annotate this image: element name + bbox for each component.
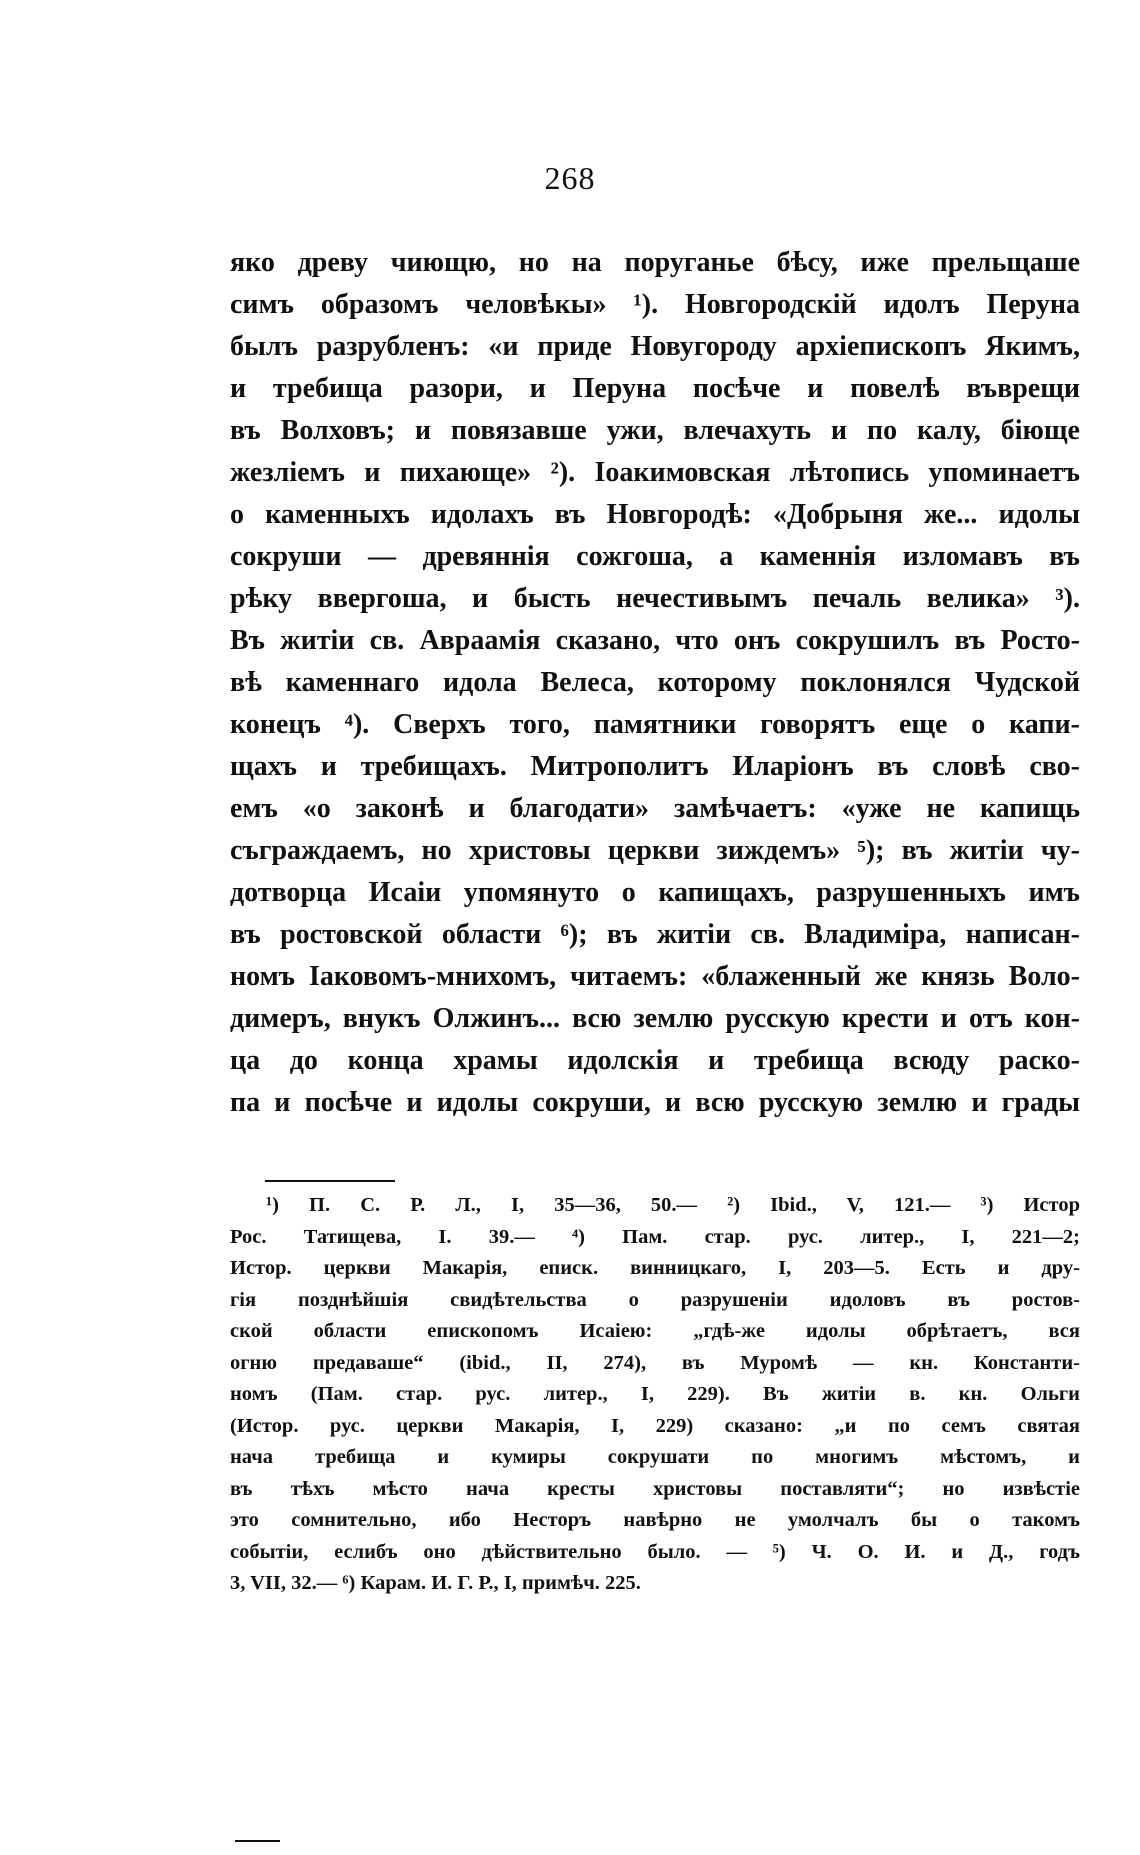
body-line: димеръ, внукъ Олжинъ... всю землю русскую крести и отъ кон- <box>230 1003 1080 1034</box>
body-line: о каменныхъ идолахъ въ Новгородѣ: «Добрыня же... идолы <box>230 499 1080 530</box>
page-number: 268 <box>544 160 596 196</box>
body-line: и требища разори, и Перуна посѣче и повелѣ въврещи <box>230 373 1080 404</box>
body-line: номъ Іаковомъ-мнихомъ, читаемъ: «блаженный же князь Воло- <box>230 961 1080 992</box>
footnote-line: ской области епископомъ Исаіею: „гдѣ-же идолы обрѣтаетъ, вся <box>230 1320 1080 1342</box>
footnote-line: (Истор. рус. церкви Макарія, I, 229) сказано: „и по семъ святая <box>230 1414 1080 1437</box>
footnote-line: Рос. Татищева, I. 39.— ⁴) Пам. стар. рус. литер., I, 221—2; <box>230 1225 1080 1248</box>
body-line: па и посѣче и идолы сокруши, и всю русскую землю и грады <box>230 1087 1080 1118</box>
footnote-line: ¹) П. С. Р. Л., I, 35—36, 50.— ²) Ibid., V, 121.— ³) Истор <box>266 1194 1080 1216</box>
footnote-line: гія позднѣйшія свидѣтельства о разрушеніи идоловъ въ ростов- <box>230 1288 1080 1311</box>
body-line: яко древу чиющю, но на поруганье бѣсу, иже прельщаше <box>230 247 1080 278</box>
body-line: сокруши — древяннія сожгоша, а каменнія изломавъ въ <box>230 541 1080 572</box>
body-line: въ ростовской области ⁶); въ житіи св. Владиміра, написан- <box>230 919 1080 950</box>
footnote-line: номъ (Пам. стар. рус. литер., I, 229). Въ житіи в. кн. Ольги <box>230 1383 1080 1405</box>
body-line: жезліемъ и пихающе» ²). Іоакимовская лѣтопись упоминаетъ <box>230 457 1080 488</box>
body-line: конецъ ⁴). Сверхъ того, памятники говорятъ еще о капи- <box>230 709 1080 740</box>
body-text <box>230 242 1080 1124</box>
footnote-line: въ тѣхъ мѣсто нача кресты христовы поставляти“; но извѣстіе <box>230 1477 1080 1500</box>
body-line: дотворца Исаіи упомянуто о капищахъ, разрушенныхъ имъ <box>230 877 1080 908</box>
body-line: въ Волховъ; и повязавше ужи, влечахуть и по калу, біюще <box>230 415 1080 446</box>
footnote-line: 3, VII, 32.— ⁶) Карам. И. Г. Р., I, примѣч. 225. <box>230 1572 641 1594</box>
body-line: съграждаемъ, но христовы церкви зиждемъ» ⁵); въ житіи чу- <box>230 835 1080 866</box>
footnote-line: событіи, еслибъ оно дѣйствительно было. — ⁵) Ч. О. И. и Д., годъ <box>230 1540 1080 1563</box>
body-line: ца до конца храмы идолскія и требища всюду раско- <box>230 1045 1080 1076</box>
footnote-line: это сомнительно, ибо Несторъ навѣрно не умолчалъ бы о такомъ <box>230 1509 1080 1531</box>
body-line: былъ разрубленъ: «и приде Новугороду архіепископъ Якимъ, <box>230 331 1080 362</box>
bottom-edge-mark <box>235 1840 280 1842</box>
body-line: вѣ каменнаго идола Велеса, которому поклонялся Чудской <box>230 667 1080 698</box>
footnote-line: нача требища и кумиры сокрушати по многимъ мѣстомъ, и <box>230 1446 1080 1468</box>
body-line: щахъ и требищахъ. Митрополитъ Иларіонъ въ словѣ сво- <box>230 751 1080 782</box>
body-line: Въ житіи св. Авраамія сказано, что онъ сокрушилъ въ Росто- <box>230 625 1080 656</box>
body-line: рѣку ввергоша, и бысть нечестивымъ печаль велика» ³). <box>230 583 1080 614</box>
footnotes <box>230 1190 1080 1600</box>
body-line: емъ «о законѣ и благодати» замѣчаетъ: «уже не капищь <box>230 793 1080 824</box>
footnote-separator-rule <box>265 1180 395 1182</box>
footnote-line: Истор. церкви Макарія, еписк. винницкаго, I, 203—5. Есть и дру- <box>230 1257 1080 1279</box>
body-line: симъ образомъ человѣкы» ¹). Новгородскій идолъ Перуна <box>230 289 1080 320</box>
footnote-line: огню предаваше“ (ibid., II, 274), въ Муромѣ — кн. Константи- <box>230 1351 1080 1374</box>
